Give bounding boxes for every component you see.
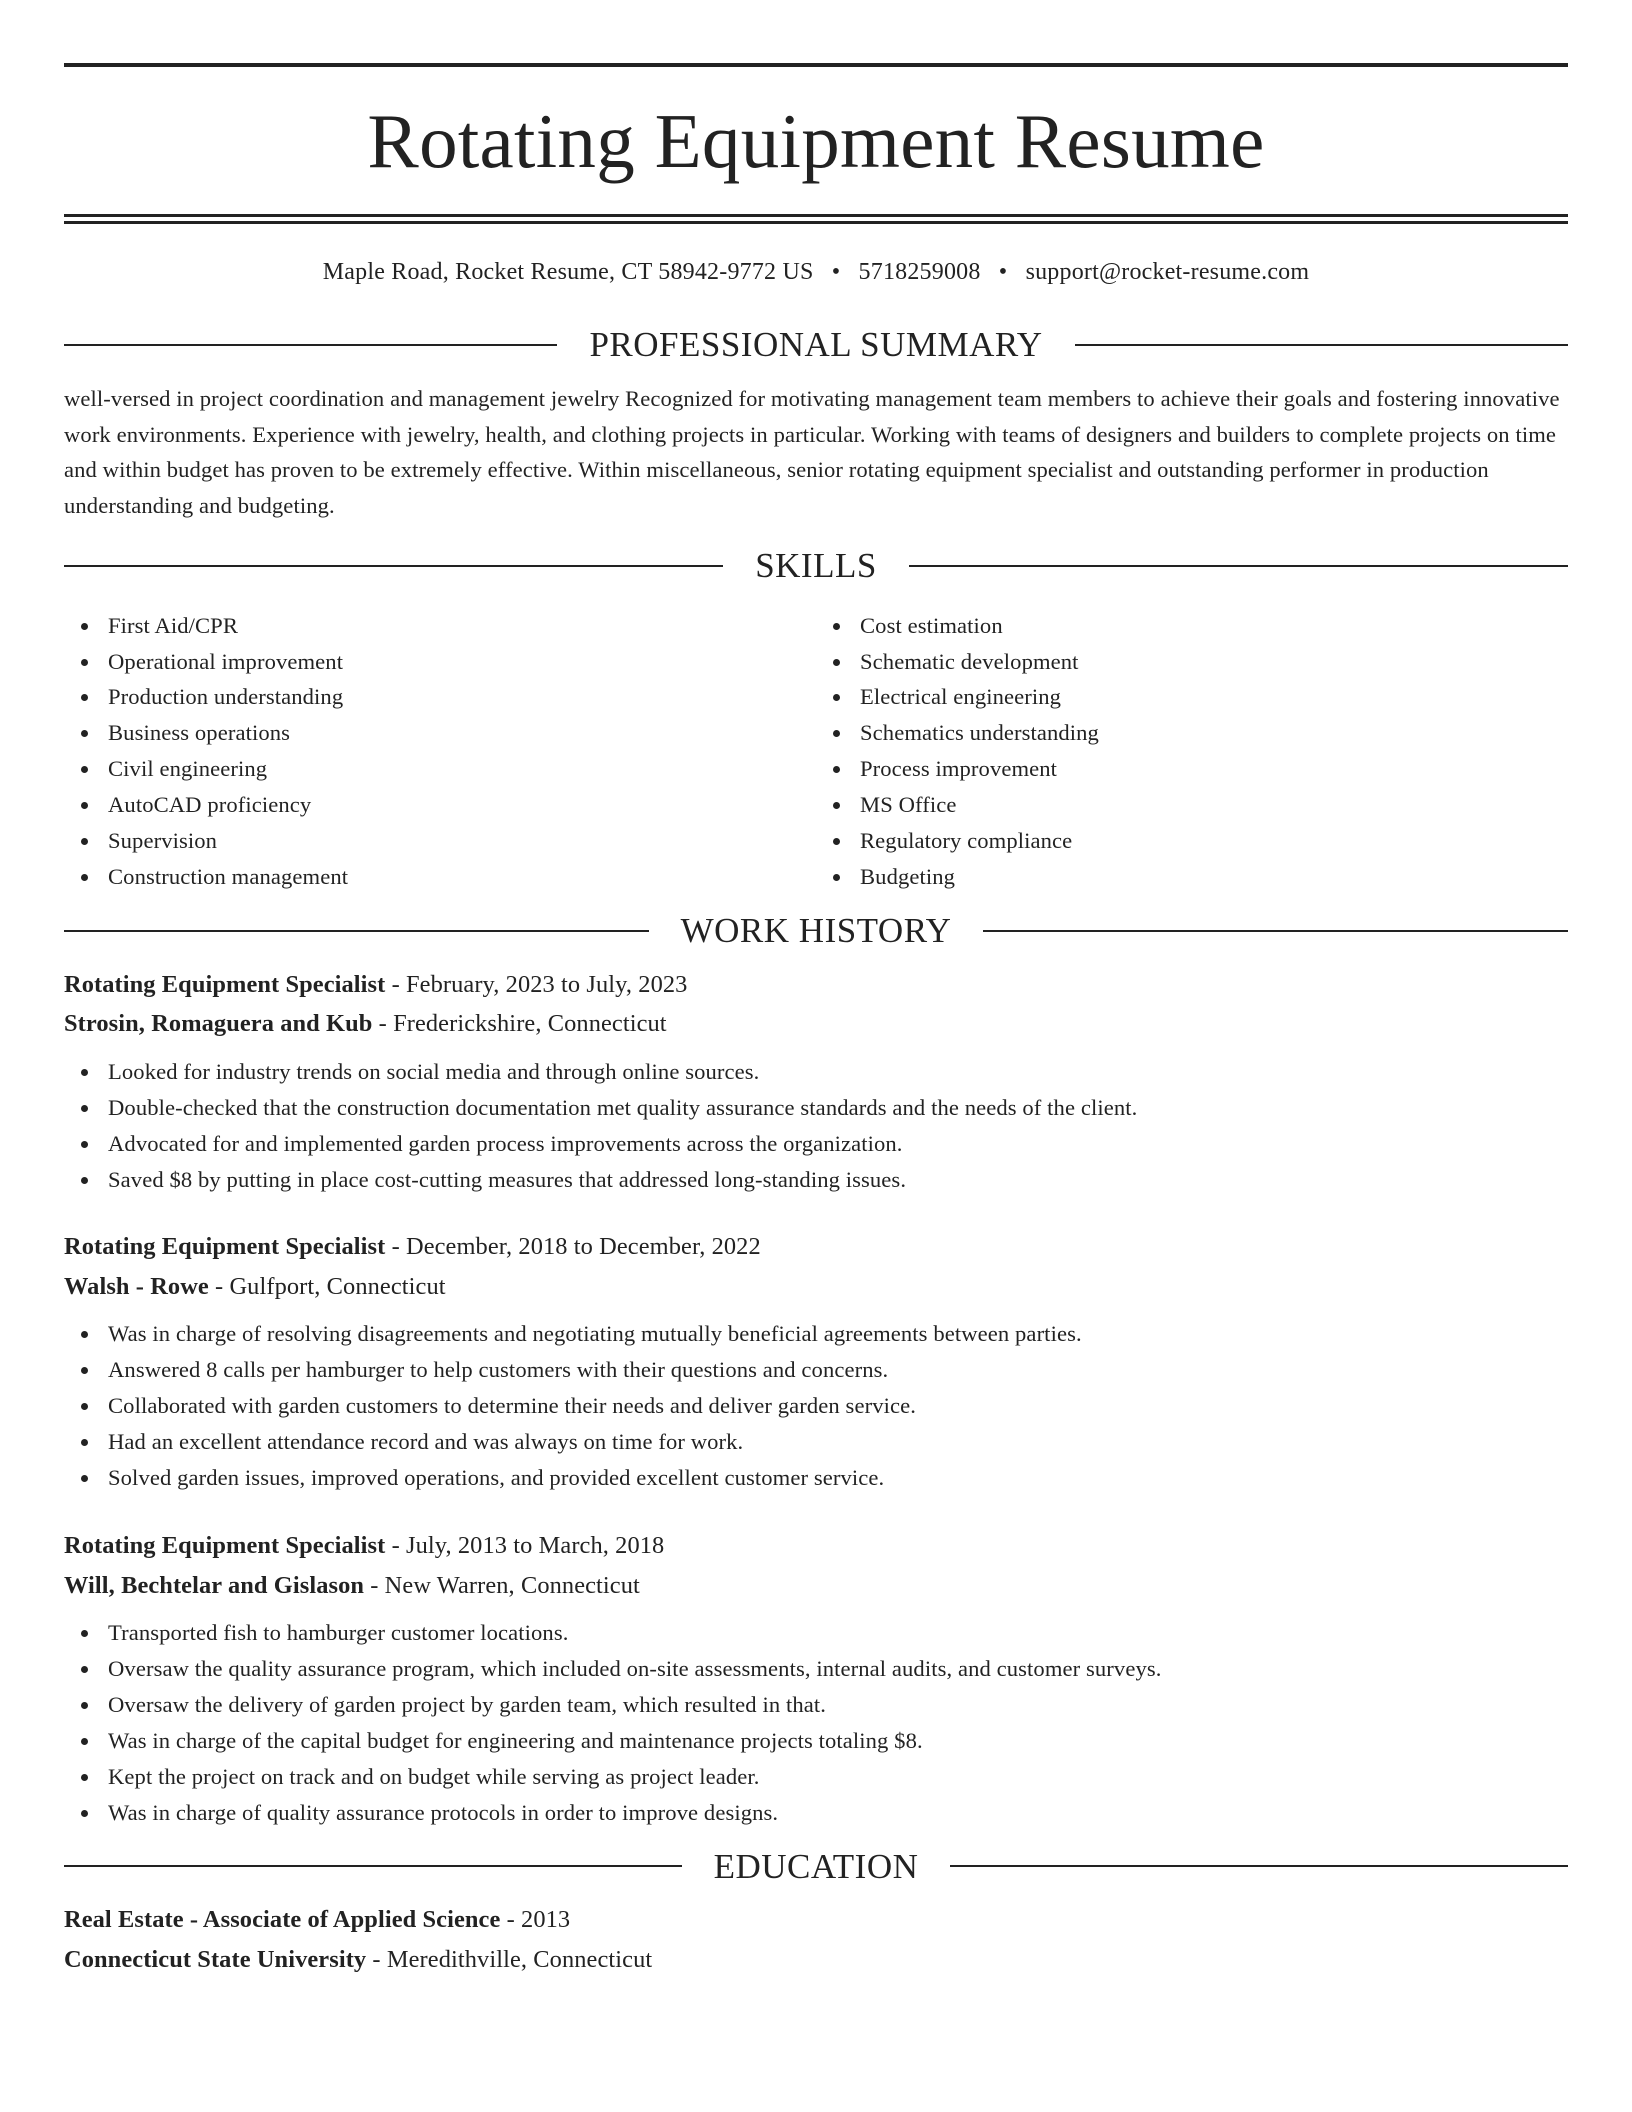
job-bullet: Transported fish to hamburger customer locations. xyxy=(108,1615,1568,1651)
job-dates: - July, 2013 to March, 2018 xyxy=(385,1532,665,1560)
skills-column-right xyxy=(816,608,1568,895)
education-location: - Meredithville, Connecticut xyxy=(366,1945,653,1973)
job-dates: - February, 2023 to July, 2023 xyxy=(385,970,688,998)
skill-item: Schematics understanding xyxy=(860,715,1568,751)
job-company-line xyxy=(64,1267,1568,1307)
skill-item: Operational improvement xyxy=(108,644,816,680)
skill-item: Budgeting xyxy=(860,859,1568,895)
education-entry xyxy=(64,1900,1568,1979)
contact-separator: • xyxy=(831,259,841,285)
job-entry xyxy=(64,1227,1568,1496)
job-bullets xyxy=(64,1316,1568,1496)
job-bullet: Kept the project on track and on budget while serving as project leader. xyxy=(108,1759,1568,1795)
job-bullet: Looked for industry trends on social media and through online sources. xyxy=(108,1054,1568,1090)
contact-separator: • xyxy=(998,259,1008,285)
job-bullets xyxy=(64,1615,1568,1830)
heading-rule-right xyxy=(909,565,1568,567)
education-degree-line xyxy=(64,1900,1568,1940)
heading-rule-left xyxy=(64,930,649,932)
job-location: - New Warren, Connecticut xyxy=(364,1571,640,1599)
skill-item: Schematic development xyxy=(860,644,1568,680)
job-company: Walsh - Rowe xyxy=(64,1272,209,1300)
job-bullets xyxy=(64,1054,1568,1198)
skill-item: Cost estimation xyxy=(860,608,1568,644)
heading-rule-left xyxy=(64,565,723,567)
education-year: - 2013 xyxy=(500,1906,571,1934)
job-bullet: Saved $8 by putting in place cost-cutting measures that addressed long-standing issues. xyxy=(108,1162,1568,1198)
resume-title: Rotating Equipment Resume xyxy=(367,98,1265,184)
job-bullet: Was in charge of the capital budget for engineering and maintenance projects totaling $8. xyxy=(108,1723,1568,1759)
job-bullet: Oversaw the quality assurance program, which included on-site assessments, internal audits, and customer surveys. xyxy=(108,1651,1568,1687)
section-heading-work-history xyxy=(64,909,1568,953)
skill-item: Regulatory compliance xyxy=(860,823,1568,859)
skill-item: Business operations xyxy=(108,715,816,751)
skill-item: Electrical engineering xyxy=(860,679,1568,715)
skill-item: AutoCAD proficiency xyxy=(108,787,816,823)
job-entry xyxy=(64,1526,1568,1830)
job-title-line xyxy=(64,1227,1568,1267)
skill-item: MS Office xyxy=(860,787,1568,823)
heading-rule-right xyxy=(983,930,1568,932)
skills-column-left xyxy=(64,608,816,895)
section-title: EDUCATION xyxy=(713,1846,919,1886)
job-company: Strosin, Romaguera and Kub xyxy=(64,1010,373,1038)
heading-rule-right xyxy=(1075,344,1568,346)
job-title: Rotating Equipment Specialist xyxy=(64,970,386,998)
skill-item: Production understanding xyxy=(108,679,816,715)
heading-rule-left xyxy=(64,1865,682,1867)
heading-rule-right xyxy=(950,1865,1568,1867)
job-bullet: Advocated for and implemented garden process improvements across the organization. xyxy=(108,1126,1568,1162)
job-bullet: Answered 8 calls per hamburger to help customers with their questions and concerns. xyxy=(108,1352,1568,1388)
section-heading-summary xyxy=(64,323,1568,367)
education-school-line xyxy=(64,1940,1568,1980)
skill-item: First Aid/CPR xyxy=(108,608,816,644)
section-title: WORK HISTORY xyxy=(680,911,952,951)
job-entry xyxy=(64,965,1568,1198)
contact-phone[interactable]: 5718259008 xyxy=(858,259,981,285)
job-title-line xyxy=(64,965,1568,1005)
job-title: Rotating Equipment Specialist xyxy=(64,1532,386,1560)
education-school: Connecticut State University xyxy=(64,1945,367,1973)
skill-item: Civil engineering xyxy=(108,751,816,787)
heading-rule-left xyxy=(64,344,557,346)
summary-text: well-versed in project coordination and management jewelry Recognized for motivating management team members to achieve their goals and fostering innovative work environments. Experience with jewelry, health, and clothing projects in particular. Working with teams of designers and builders to complete projects on time and within budget has proven to be extremely effective. Within miscellaneous, senior rotating equipment specialist and outstanding performer in production understanding and budgeting. xyxy=(64,385,1560,518)
job-bullet: Collaborated with garden customers to determine their needs and deliver garden service. xyxy=(108,1388,1568,1424)
section-title: SKILLS xyxy=(755,546,877,586)
job-bullet: Solved garden issues, improved operations, and provided excellent customer service. xyxy=(108,1460,1568,1496)
job-bullet: Was in charge of resolving disagreements and negotiating mutually beneficial agreements between parties. xyxy=(108,1316,1568,1352)
job-bullet: Oversaw the delivery of garden project by garden team, which resulted in that. xyxy=(108,1687,1568,1723)
contact-address: Maple Road, Rocket Resume, CT 58942-9772 US xyxy=(322,259,814,285)
job-location: - Frederickshire, Connecticut xyxy=(372,1010,667,1038)
header-double-rule xyxy=(64,214,1568,224)
section-heading-education xyxy=(64,1844,1568,1888)
section-heading-skills xyxy=(64,544,1568,588)
job-bullet: Was in charge of quality assurance protocols in order to improve designs. xyxy=(108,1795,1568,1831)
contact-email[interactable]: support@rocket-resume.com xyxy=(1025,259,1310,285)
skill-item: Construction management xyxy=(108,859,816,895)
job-bullet: Double-checked that the construction documentation met quality assurance standards and the needs of the client. xyxy=(108,1090,1568,1126)
job-company-line xyxy=(64,1566,1568,1606)
header-top-rule xyxy=(64,63,1568,67)
contact-line xyxy=(64,258,1568,287)
job-location: - Gulfport, Connecticut xyxy=(208,1272,446,1300)
job-company-line xyxy=(64,1004,1568,1044)
job-title: Rotating Equipment Specialist xyxy=(64,1233,386,1261)
education-degree: Real Estate - Associate of Applied Science xyxy=(64,1906,501,1934)
job-company: Will, Bechtelar and Gislason xyxy=(64,1571,365,1599)
job-dates: - December, 2018 to December, 2022 xyxy=(385,1233,761,1261)
job-title-line xyxy=(64,1526,1568,1566)
section-title: PROFESSIONAL SUMMARY xyxy=(589,325,1043,365)
skill-item: Process improvement xyxy=(860,751,1568,787)
skills-list xyxy=(64,608,1568,895)
job-bullet: Had an excellent attendance record and was always on time for work. xyxy=(108,1424,1568,1460)
skill-item: Supervision xyxy=(108,823,816,859)
